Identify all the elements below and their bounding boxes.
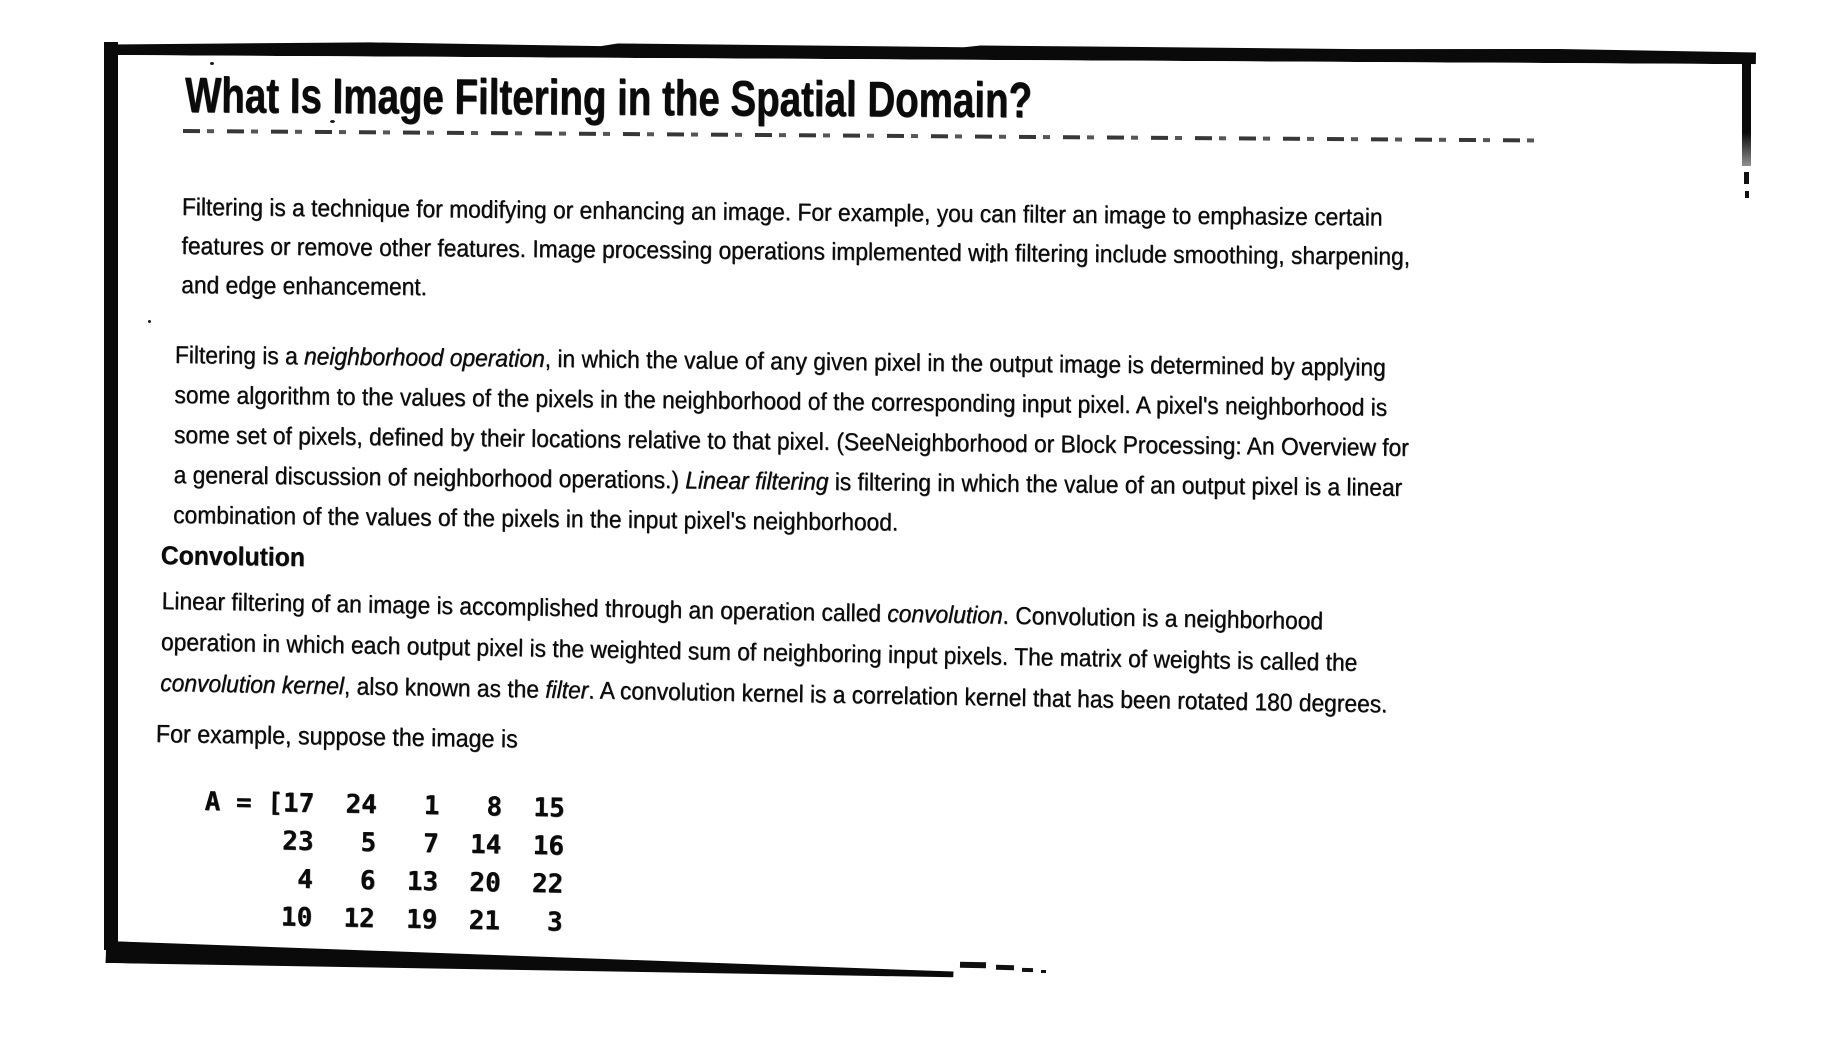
text-segment: combination of the values of the pixels in the input pixel's neighborhood. (172, 501, 899, 537)
text-segment: features or remove other features. Image processing operations implemented with filtering include smoothing, sharpening, (181, 232, 1411, 271)
text-segment: is filtering in which the value of an output pixel is a linear (828, 468, 1403, 502)
text-segment-italic: neighborhood operation (303, 343, 545, 373)
text-segment: , in which the value of any given pixel in the output image is determined by applying (544, 345, 1386, 382)
text-segment-italic: filter (544, 676, 589, 705)
page-bottom-border-dash (960, 962, 986, 969)
text-segment: operation in which each output pixel is the weighted sum of neighboring input pixels. The matrix of weights is called the (160, 628, 1358, 677)
text-segment: some algorithm to the values of the pixels in the neighborhood of the corresponding input pixel. A pixel's neighborhood is (174, 381, 1388, 422)
scan-speck (148, 320, 151, 323)
page-bottom-border-dash (1041, 970, 1046, 973)
intro-paragraph (181, 188, 1411, 316)
page-right-border (1742, 54, 1751, 166)
page-left-border (104, 42, 118, 950)
text-segment: . A convolution kernel is a correlation kernel that has been rotated 180 degrees. (588, 677, 1388, 719)
text-segment: , also known as the (343, 673, 546, 704)
text-segment-italic: convolution kernel (159, 669, 345, 701)
convolution-paragraph (160, 581, 1389, 725)
page-bottom-border (105, 941, 953, 983)
matrix-row: 23 5 7 14 16 (203, 824, 565, 862)
page-top-border (106, 40, 1756, 64)
page-right-border-dash (1745, 191, 1749, 198)
title-underline-rule (183, 129, 1541, 142)
text-segment: . Convolution is a neighborhood (1002, 602, 1324, 636)
text-segment: a general discussion of neighborhood operations.) (173, 461, 686, 495)
page-title: What Is Image Filtering in the Spatial Domain? (184, 66, 1033, 129)
matrix-row: 4 6 13 20 22 (202, 862, 564, 900)
text-segment: some set of pixels, defined by their locations relative to that pixel. (SeeNeighborhood or Block Processing: An Overview for (173, 421, 1409, 462)
text-segment: and edge enhancement. (181, 271, 428, 302)
scan-speck (210, 62, 214, 65)
page-bottom-border-dash (996, 965, 1014, 970)
text-segment-italic: Linear filtering (685, 467, 829, 496)
example-intro-line: For example, suppose the image is (155, 720, 518, 754)
text-segment: Filtering is a technique for modifying or enhancing an image. For example, you can filter an image to emphasize certain (181, 193, 1383, 232)
text-segment-italic: convolution (887, 600, 1003, 630)
text-segment: Filtering is a (174, 341, 305, 371)
matrix-a-code-block (202, 783, 565, 942)
matrix-row: 10 12 19 21 3 (202, 900, 563, 938)
page-bottom-border-dash (1022, 968, 1033, 972)
neighborhood-paragraph (173, 336, 1410, 549)
matrix-row: A = [17 24 1 8 15 (204, 786, 565, 824)
text-segment: Linear filtering of an image is accomplished through an operation called (161, 587, 888, 628)
page-right-border-dash (1744, 172, 1749, 184)
convolution-section-heading: Convolution (160, 540, 306, 573)
